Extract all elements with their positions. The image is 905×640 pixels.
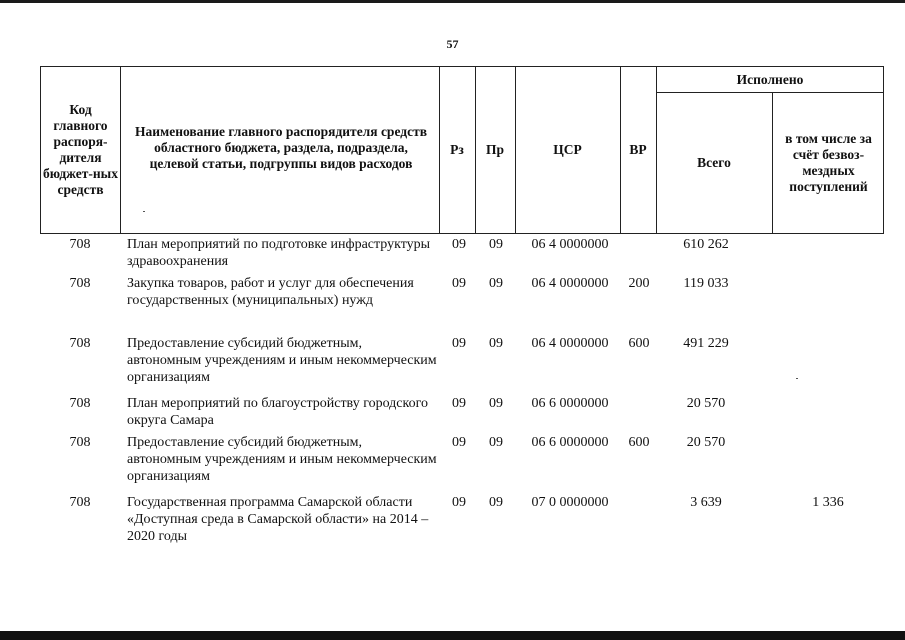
row-csr: 06 6 0000000 (531, 435, 609, 450)
header-executed: Исполнено (736, 71, 804, 87)
row-rz: 09 (452, 276, 466, 291)
row-total: 20 570 (686, 396, 726, 411)
row-rz: 09 (452, 495, 466, 510)
row-name: Предоставление субсидий бюджетным, автономным учреждениям и иным некоммерческим организациям (127, 435, 437, 484)
scan-bottom-border (0, 631, 905, 640)
header-divider (120, 67, 121, 233)
scan-speck (143, 211, 145, 212)
row-free: 1 336 (812, 495, 844, 510)
row-total: 491 229 (683, 336, 729, 351)
row-name: Закупка товаров, работ и услуг для обеспечения государственных (муниципальных) нужд (127, 276, 414, 308)
row-code: 708 (69, 396, 91, 411)
row-rz: 09 (452, 336, 466, 351)
row-name: Государственная программа Самарской области «Доступная среда в Самарской области» на 2014 – 2020 годы (127, 495, 429, 544)
row-pr: 09 (489, 237, 503, 252)
row-pr: 09 (489, 495, 503, 510)
header-vr: ВР (629, 142, 647, 157)
row-code: 708 (69, 276, 91, 291)
row-csr: 07 0 0000000 (531, 495, 609, 510)
page-number: 57 (446, 37, 459, 51)
header-name: Наименование главного распорядителя средств областного бюджета, раздела, подраздела, целевой статьи, подгруппы видов расходов (134, 124, 427, 171)
row-vr: 600 (628, 435, 650, 450)
scan-top-border (0, 0, 905, 3)
row-pr: 09 (489, 435, 503, 450)
table-header (40, 66, 884, 234)
row-csr: 06 4 0000000 (531, 237, 609, 252)
scan-speck (796, 378, 798, 379)
row-pr: 09 (489, 396, 503, 411)
header-csr: ЦСР (553, 142, 582, 157)
row-rz: 09 (452, 237, 466, 252)
header-pr: Пр (485, 142, 504, 157)
row-name: Предоставление субсидий бюджетным, автономным учреждениям и иным некоммерческим организациям (127, 336, 437, 385)
row-vr: 200 (628, 276, 650, 291)
row-code: 708 (69, 237, 91, 252)
row-total: 610 262 (683, 237, 729, 252)
row-total: 20 570 (686, 435, 726, 450)
row-csr: 06 6 0000000 (531, 396, 609, 411)
header-code: Код главного распоря-дителя бюджет-ных средств (43, 102, 118, 197)
row-total: 119 033 (683, 276, 729, 291)
row-rz: 09 (452, 396, 466, 411)
row-pr: 09 (489, 336, 503, 351)
header-total: Всего (697, 155, 731, 170)
row-name: План мероприятий по подготовке инфраструктуры здравоохранения (127, 237, 431, 269)
row-code: 708 (69, 336, 91, 351)
row-rz: 09 (452, 435, 466, 450)
row-code: 708 (69, 435, 91, 450)
row-pr: 09 (489, 276, 503, 291)
row-name: План мероприятий по благоустройству городского округа Самара (127, 396, 428, 428)
row-csr: 06 4 0000000 (531, 336, 609, 351)
header-free: в том числе за счёт безвоз-мездных поступлений (785, 131, 872, 194)
row-csr: 06 4 0000000 (531, 276, 609, 291)
row-vr: 600 (628, 336, 650, 351)
row-code: 708 (69, 495, 91, 510)
header-rz: Рз (450, 142, 464, 157)
row-total: 3 639 (690, 495, 722, 510)
